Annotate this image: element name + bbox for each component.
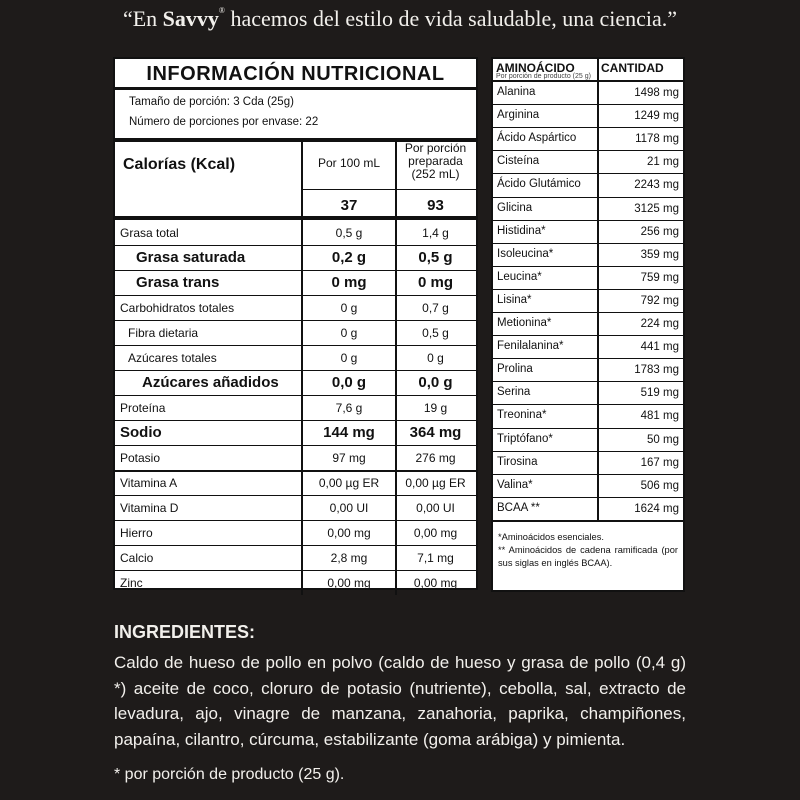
amino-row-rule xyxy=(493,197,683,198)
amino-qty: 506 mg xyxy=(640,479,679,492)
amino-row-rule xyxy=(493,312,683,313)
col-header-serving-l1: Por porción xyxy=(404,141,467,155)
nutrient-label: Fibra dietaria xyxy=(128,326,199,340)
amino-row-rule xyxy=(493,173,683,174)
amino-row-rule xyxy=(493,220,683,221)
amino-qty: 1783 mg xyxy=(634,364,679,377)
nutrient-value-serving: 0,5 g xyxy=(418,249,453,266)
amino-name: Serina xyxy=(497,386,531,399)
nutrient-value-100ml: 0 g xyxy=(340,326,358,340)
amino-qty: 1249 mg xyxy=(634,110,679,123)
nutrient-label: Sodio xyxy=(120,424,162,441)
nutrient-label: Grasa trans xyxy=(136,274,220,291)
amino-row-rule xyxy=(493,127,683,128)
amino-row-rule xyxy=(493,150,683,151)
nutrient-value-serving: 0,00 mg xyxy=(413,526,458,540)
col-header-100ml: Por 100 mL xyxy=(317,156,381,170)
amino-row-rule xyxy=(493,404,683,405)
nutrition-facts-table xyxy=(113,57,478,590)
nutrient-value-100ml: 97 mg xyxy=(332,451,366,465)
amino-qty: 167 mg xyxy=(640,456,679,469)
column-divider xyxy=(395,140,397,595)
row-rule xyxy=(115,470,476,472)
amino-name: Isoleucina* xyxy=(497,247,554,260)
quote-rest: hacemos del estilo de vida saludable, una ciencia.” xyxy=(224,6,678,31)
amino-name: Triptófano* xyxy=(497,432,553,445)
amino-row-rule xyxy=(493,243,683,244)
amino-name: Valina* xyxy=(497,478,533,491)
nutrient-value-100ml: 0,00 UI xyxy=(329,501,369,515)
amino-qty: 441 mg xyxy=(640,341,679,354)
nutrient-value-100ml: 144 mg xyxy=(323,424,375,441)
nutrient-value-serving: 0,5 g xyxy=(422,326,449,340)
row-rule xyxy=(115,270,476,271)
nutrient-label: Azúcares añadidos xyxy=(142,374,279,391)
row-rule xyxy=(115,570,476,571)
nutrient-label: Calcio xyxy=(120,551,154,565)
col-header-serving-l2: preparada xyxy=(408,154,463,168)
nutrient-value-100ml: 7,6 g xyxy=(335,401,363,415)
amino-row-rule xyxy=(493,335,683,336)
amino-qty: 1624 mg xyxy=(634,502,679,515)
nutrient-value-serving: 0,00 UI xyxy=(416,501,455,515)
amino-footnote-essential: *Aminoácidos esenciales. xyxy=(498,532,604,542)
row-rule xyxy=(115,495,476,496)
amino-name: Fenilalanina* xyxy=(497,340,564,353)
amino-column-divider xyxy=(597,59,599,520)
amino-header-name: AMINOÁCIDO xyxy=(496,61,575,75)
amino-acid-table xyxy=(491,57,685,592)
servings-per-container: Número de porciones por envase: 22 xyxy=(129,116,319,128)
nutrient-label: Grasa saturada xyxy=(136,249,246,266)
ingredients-title: INGREDIENTES: xyxy=(114,622,256,642)
amino-name: Ácido Aspártico xyxy=(497,132,577,145)
amino-qty: 2243 mg xyxy=(634,179,679,192)
title-rule xyxy=(115,87,476,90)
serving-size: Tamaño de porción: 3 Cda (25g) xyxy=(129,96,294,108)
column-divider xyxy=(301,140,303,595)
amino-row-rule xyxy=(493,497,683,498)
nutrient-label: Vitamina D xyxy=(120,501,179,515)
amino-name: Arginina xyxy=(497,109,540,122)
amino-qty: 359 mg xyxy=(640,248,679,261)
nutrient-value-100ml: 0,00 µg ER xyxy=(318,476,380,490)
amino-name: Histidina* xyxy=(497,224,546,237)
amino-footnote-bcaa: ** Aminoácidos de cadena ramificada (por sus siglas en inglés BCAA). xyxy=(498,545,678,568)
amino-qty: 256 mg xyxy=(640,225,679,238)
nutrition-title: INFORMACIÓN NUTRICIONAL xyxy=(146,63,445,85)
amino-header-qty: CANTIDAD xyxy=(601,61,664,75)
nutrient-label: Hierro xyxy=(120,526,153,540)
amino-name: Leucina* xyxy=(497,270,542,283)
amino-qty: 759 mg xyxy=(640,271,679,284)
row-rule xyxy=(115,345,476,346)
nutrient-value-100ml: 0,5 g xyxy=(335,226,363,240)
amino-row-rule xyxy=(493,474,683,475)
amino-row-rule xyxy=(493,104,683,105)
col-header-serving xyxy=(397,142,474,181)
amino-header-rule xyxy=(493,80,683,82)
amino-name: Treonina* xyxy=(497,409,547,422)
amino-qty: 481 mg xyxy=(640,410,679,423)
nutrient-label: Azúcares totales xyxy=(128,351,217,365)
nutrient-value-100ml: 0 mg xyxy=(331,274,367,291)
amino-qty: 224 mg xyxy=(640,318,679,330)
ingredients-text: Caldo de hueso de pollo en polvo (caldo de hueso y grasa de pollo (0,4 g) *) aceite de coco, cloruro de potasio (nutriente), cebolla, sal, extracto de levadura, ajo, vinagre de manzana, zanahoria, paprika, champiñones, papaína, cilantro, cúrcuma, estabilizante (goma arábiga) y pimienta. xyxy=(114,653,686,749)
nutrient-value-100ml: 0,2 g xyxy=(331,249,367,266)
thick-rule xyxy=(115,216,476,220)
nutrient-value-serving: 0 g xyxy=(427,351,444,365)
col-header-serving-l3: (252 mL) xyxy=(411,167,460,181)
row-rule xyxy=(115,395,476,396)
row-rule xyxy=(115,420,476,421)
nutrient-value-100ml: 0,00 mg xyxy=(327,526,371,540)
nutrient-value-100ml: 0 g xyxy=(340,351,358,365)
amino-name: Metionina* xyxy=(497,317,552,329)
amino-name: Prolina xyxy=(497,363,533,376)
calories-subrule xyxy=(301,189,476,190)
amino-row-rule xyxy=(493,428,683,429)
amino-name: Alanina xyxy=(497,86,536,98)
brand-name: Savvy xyxy=(162,6,219,31)
amino-name: BCAA ** xyxy=(497,501,540,514)
row-rule xyxy=(115,245,476,246)
nutrient-value-100ml: 0 g xyxy=(340,301,358,315)
amino-header-sub: Por porción de producto (25 g) xyxy=(496,73,591,80)
amino-qty: 1178 mg xyxy=(635,133,679,146)
amino-qty: 3125 mg xyxy=(634,202,679,215)
amino-row-rule xyxy=(493,520,683,522)
calories-serving: 93 xyxy=(427,197,444,214)
nutrient-value-serving: 0,0 g xyxy=(418,374,453,391)
nutrient-value-serving: 19 g xyxy=(423,401,448,415)
serving-footnote: * por porción de producto (25 g). xyxy=(114,766,345,783)
amino-row-rule xyxy=(493,451,683,452)
calories-label: Calorías (Kcal) xyxy=(123,156,236,173)
nutrient-value-serving: 0,7 g xyxy=(422,301,449,315)
nutrient-label: Grasa total xyxy=(120,226,179,240)
row-rule xyxy=(115,520,476,521)
nutrient-label: Vitamina A xyxy=(120,476,178,490)
nutrient-value-100ml: 2,8 mg xyxy=(330,551,368,565)
row-rule xyxy=(115,370,476,371)
amino-row-rule xyxy=(493,266,683,267)
nutrient-label: Zinc xyxy=(120,576,143,590)
amino-name: Lisina* xyxy=(497,293,532,306)
amino-row-rule xyxy=(493,358,683,359)
amino-name: Cisteína xyxy=(497,155,540,168)
nutrient-value-serving: 1,4 g xyxy=(422,226,449,240)
nutrient-value-serving: 0,00 mg xyxy=(413,576,458,590)
amino-row-rule xyxy=(493,381,683,382)
amino-qty: 519 mg xyxy=(640,387,679,400)
calories-100ml: 37 xyxy=(340,197,358,214)
amino-qty: 50 mg xyxy=(647,433,679,446)
amino-name: Glicina xyxy=(497,201,533,214)
nutrient-label: Potasio xyxy=(120,451,161,465)
nutrient-label: Carbohidratos totales xyxy=(120,301,235,315)
nutrient-value-100ml: 0,00 mg xyxy=(327,576,371,590)
amino-name: Ácido Glutámico xyxy=(497,178,581,191)
registered-mark: ® xyxy=(218,6,225,15)
amino-qty: 1498 mg xyxy=(634,87,679,99)
nutrient-value-serving: 7,1 mg xyxy=(417,551,454,565)
amino-qty: 21 mg xyxy=(647,156,679,169)
quote-open: “En xyxy=(122,6,163,31)
row-rule xyxy=(115,445,476,446)
nutrient-value-serving: 0,00 µg ER xyxy=(405,476,466,490)
nutrient-value-100ml: 0,0 g xyxy=(331,374,367,391)
nutrient-value-serving: 364 mg xyxy=(409,424,462,441)
brand-quote xyxy=(0,6,800,32)
nutrient-label: Proteína xyxy=(120,401,166,415)
row-rule xyxy=(115,295,476,296)
amino-row-rule xyxy=(493,289,683,290)
amino-qty: 792 mg xyxy=(640,294,679,307)
row-rule xyxy=(115,545,476,546)
nutrient-value-serving: 276 mg xyxy=(415,451,456,465)
row-rule xyxy=(115,320,476,321)
nutrient-value-serving: 0 mg xyxy=(417,274,453,291)
amino-name: Tirosina xyxy=(497,455,538,468)
